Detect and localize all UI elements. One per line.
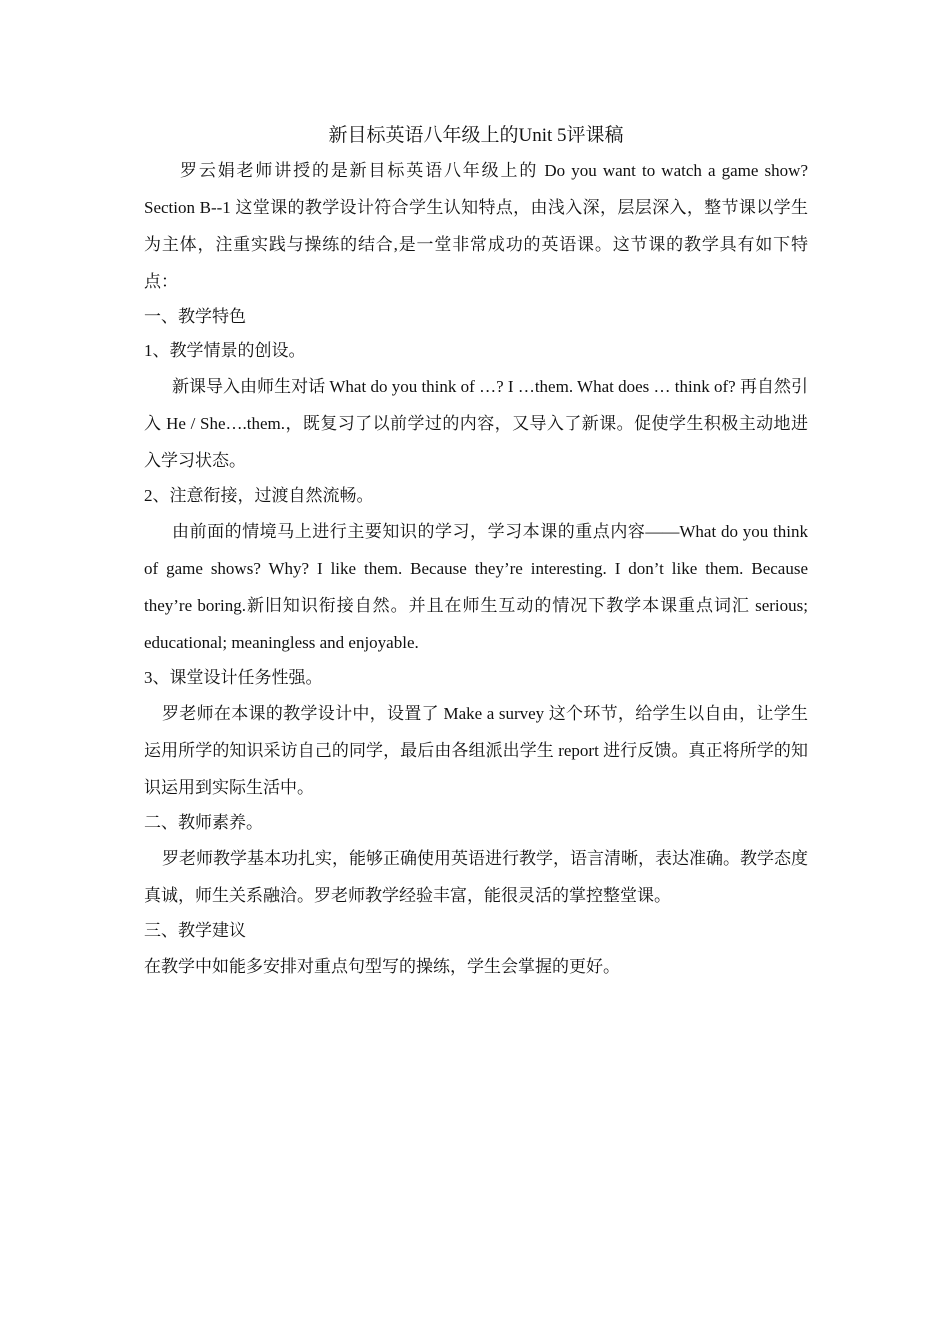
section2-paragraph: 罗老师教学基本功扎实，能够正确使用英语进行教学，语言清晰，表达准确。教学态度真诚，师生关系融洽。罗老师教学经验丰富，能很灵活的掌控整堂课。 (144, 849, 808, 905)
point1-paragraph: 新课导入由师生对话 What do you think of …? I …them. What does … think of? 再自然引入 He / She….them.，既复习了以前学过的内容，又导入了新课。促使学生积极主动地进入学习状态。 (144, 377, 808, 470)
document-title: 新目标英语八年级上的Unit 5评课稿 (328, 125, 624, 146)
point3-paragraph: 罗老师在本课的教学设计中，设置了 Make a survey 这个环节，给学生以自由，让学生运用所学的知识采访自己的同学，最后由各组派出学生 report 进行反馈。真正将所学的知识运用到实际生活中。 (144, 704, 808, 797)
point3-heading: 3、课堂设计任务性强。 (144, 668, 323, 687)
section1-heading: 一、教学特色 (144, 307, 246, 326)
point1-heading: 1、教学情景的创设。 (144, 341, 306, 360)
document-body (144, 120, 808, 985)
section2-heading: 二、教师素养。 (144, 813, 263, 832)
intro-paragraph: 罗云娟老师讲授的是新目标英语八年级上的 Do you want to watch a game show? Section B--1 这堂课的教学设计符合学生认知特点，由浅入深，层层深入，整节课以学生为主体，注重实践与操练的结合,是一堂非常成功的英语课。这节课的教学具有如下特点： (144, 161, 808, 291)
point2-paragraph: 由前面的情境马上进行主要知识的学习，学习本课的重点内容——What do you think of game shows? Why? I like them. Because they’re interesting. I don’t like them. Because they’re boring.新旧知识衔接自然。并且在师生互动的情况下教学本课重点词汇 serious; educational; meaningless and enjoyable. (144, 522, 808, 652)
section3-heading: 三、教学建议 (144, 921, 246, 940)
point2-heading: 2、注意衔接，过渡自然流畅。 (144, 486, 374, 505)
section3-paragraph: 在教学中如能多安排对重点句型写的操练，学生会掌握的更好。 (144, 957, 620, 976)
